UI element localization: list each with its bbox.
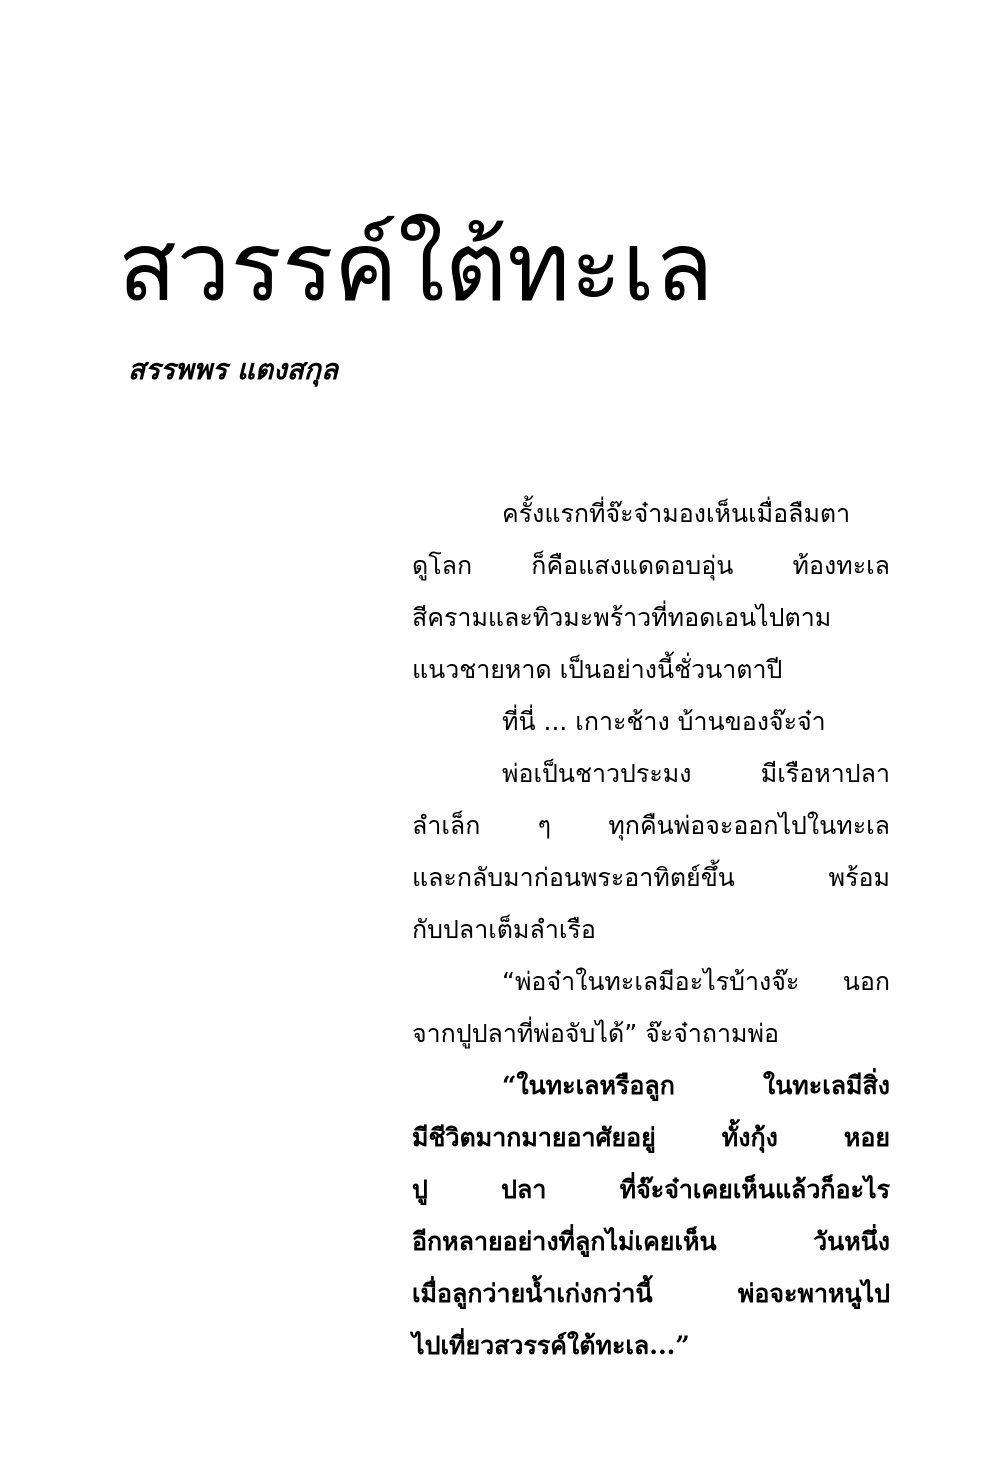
paragraph-line: ครั้งแรกที่จ๊ะจ๋ามองเห็นเมื่อลืมตา — [502, 499, 851, 528]
story-body — [412, 488, 890, 1372]
paragraph-line: มีชีวิตมากมายอาศัยอยู่ ทั้งกุ้ง หอย — [412, 1123, 890, 1152]
paragraph-line: ลำเล็ก ๆ ทุกคืนพ่อจะออกไปในทะเล — [412, 811, 890, 840]
paragraph-line: “พ่อจ๋าในทะเลมีอะไรบ้างจ๊ะ นอก — [502, 967, 890, 996]
paragraph-line: สีครามและทิวมะพร้าวที่ทอดเอนไปตาม — [412, 603, 832, 632]
paragraph-line: ที่นี่ ... เกาะช้าง บ้านของจ๊ะจ๋า — [502, 707, 826, 736]
paragraph-line: ปู ปลา ที่จ๊ะจ๋าเคยเห็นแล้วก็อะไร — [412, 1175, 890, 1204]
paragraph-3 — [412, 748, 890, 956]
paragraph-4 — [412, 956, 890, 1060]
paragraph-line: ไปเที่ยวสวรรค์ใต้ทะเล...” — [412, 1331, 690, 1360]
paragraph-line: ดูโลก ก็คือแสงแดดอบอุ่น ท้องทะเล — [412, 551, 890, 580]
paragraph-line: “ในทะเลหรือลูก ในทะเลมีสิ่ง — [502, 1071, 890, 1100]
story-title: สวรรค์ใต้ทะเล — [118, 211, 714, 323]
author-name: สรรพพร แตงสกุล — [128, 353, 338, 386]
paragraph-5 — [412, 1060, 890, 1372]
paragraph-1 — [412, 488, 890, 696]
paragraph-line: และกลับมาก่อนพระอาทิตย์ขึ้น พร้อม — [412, 863, 890, 892]
paragraph-2 — [412, 696, 890, 748]
paragraph-line: อีกหลายอย่างที่ลูกไม่เคยเห็น วันหนึ่ง — [412, 1227, 890, 1256]
paragraph-line: แนวชายหาด เป็นอย่างนี้ชั่วนาตาปี — [412, 655, 783, 684]
paragraph-line: กับปลาเต็มลำเรือ — [412, 915, 596, 944]
paragraph-line: จากปูปลาที่พ่อจับได้” จ๊ะจ๋าถามพ่อ — [412, 1019, 780, 1048]
paragraph-line: เมื่อลูกว่ายน้ำเก่งกว่านี้ พ่อจะพาหนูไป — [412, 1279, 890, 1308]
paragraph-line: พ่อเป็นชาวประมง มีเรือหาปลา — [502, 759, 890, 788]
